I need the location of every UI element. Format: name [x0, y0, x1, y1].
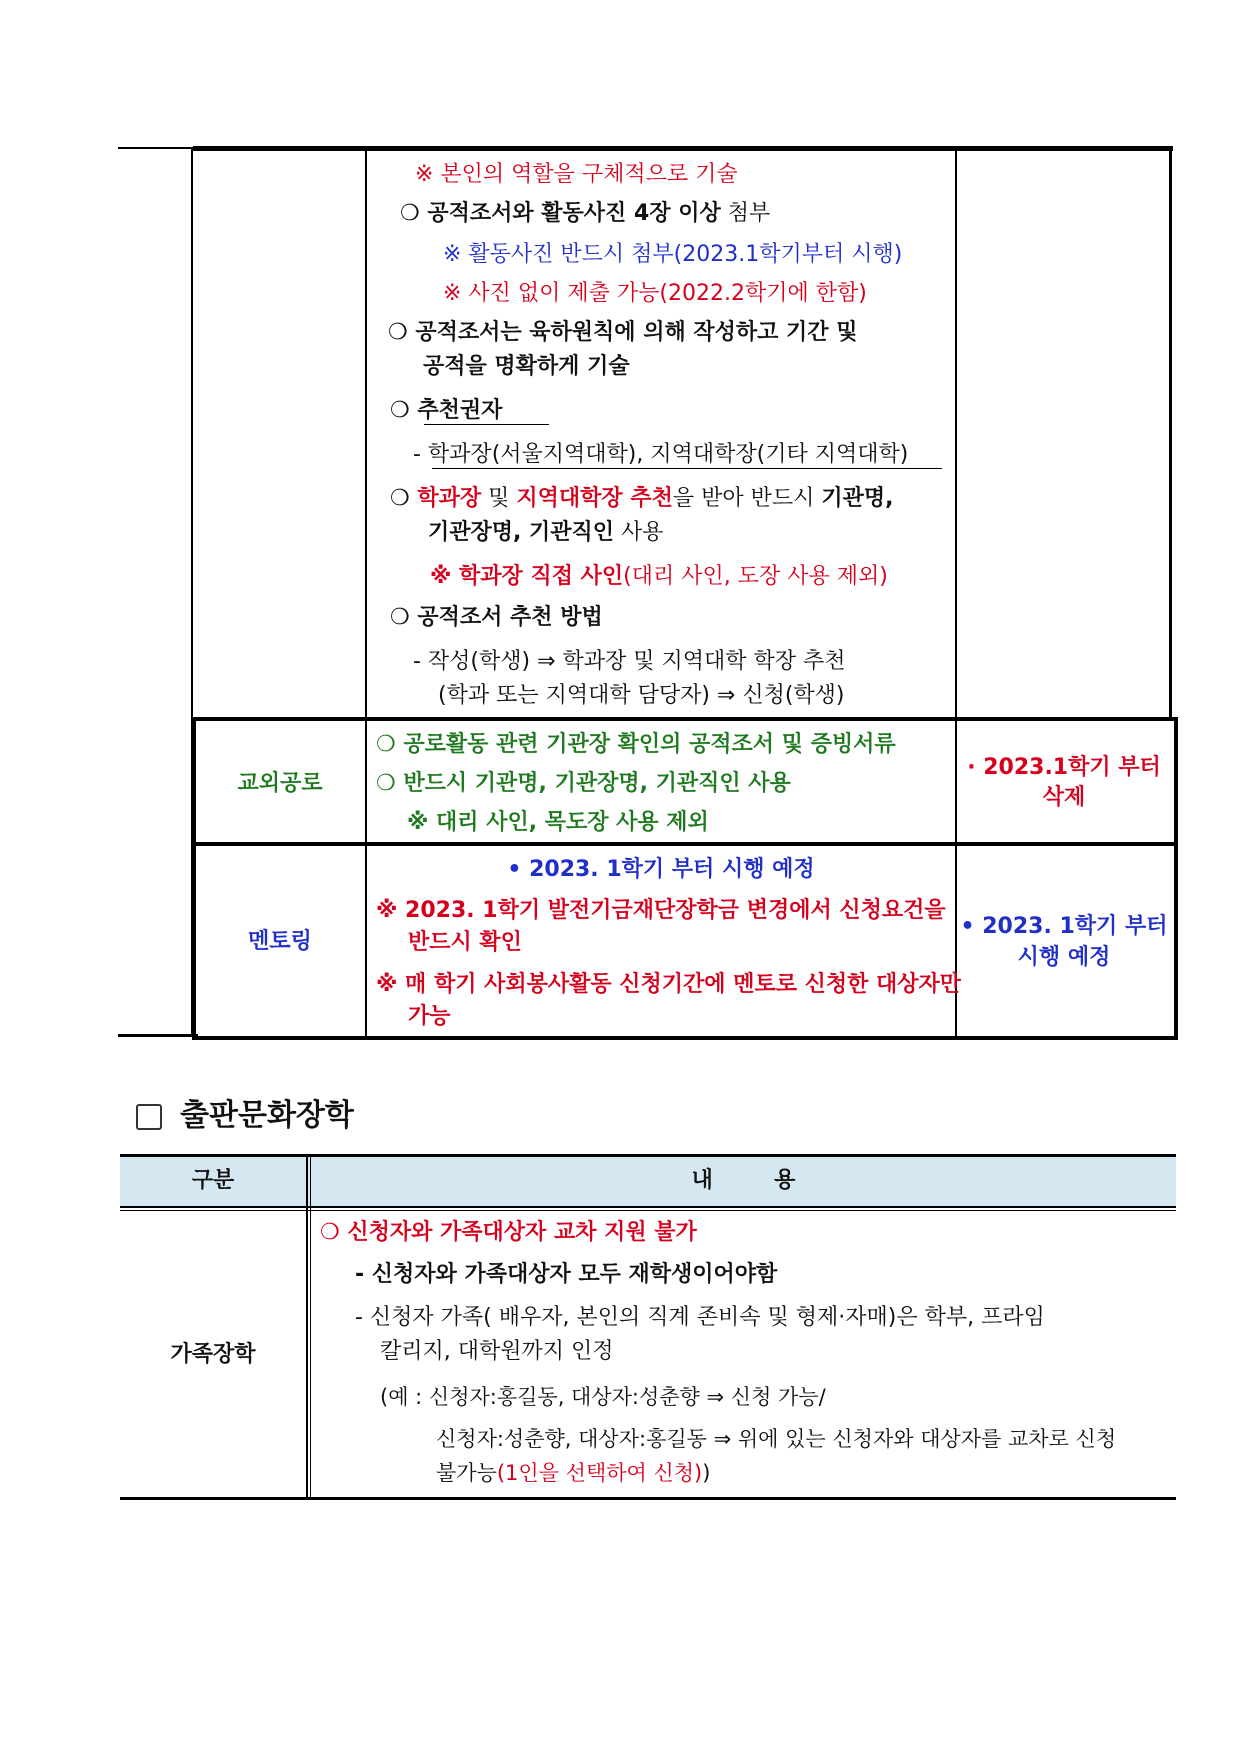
table2-bottom-border [120, 1497, 1176, 1500]
text-no-photo-note: ※ 사진 없이 제출 가능(2022.2학기에 한함) [443, 281, 867, 306]
text-family-5: (예 : 신청자:홍길동, 대상자:성춘향 ⇒ 신청 가능/ [380, 1385, 826, 1409]
text-family-4: 칼리지, 대학원까지 인정 [380, 1339, 614, 1364]
table1-row-divider [192, 842, 1178, 846]
table2-col-divider-2 [310, 1156, 311, 1499]
text-recommend-method-heading: ❍ 공적조서 추천 방법 [390, 605, 603, 630]
note-mentoring-1: • 2023. 1학기 부터 [960, 914, 1168, 939]
text-recommender-heading: ❍ 추천권자 [390, 398, 503, 423]
category-family: 가족장학 [170, 1342, 256, 1367]
table1-right-border [1169, 149, 1172, 719]
text-recommender-detail: - 학과장(서울지역대학), 지역대학장(기타 지역대학) [413, 442, 909, 467]
recommender-detail-underline [432, 468, 942, 469]
category-gyooe: 교외공로 [237, 771, 323, 796]
text-writing-principle: ❍ 공적조서는 육하원칙에 의해 작성하고 기간 및 [388, 320, 858, 345]
text-mentoring-5: 가능 [408, 1004, 451, 1029]
text-direct-sign-note: ※ 학과장 직접 사인(대리 사인, 도장 사용 제외) [430, 564, 888, 589]
text-recommend-method-1: - 작성(학생) ⇒ 학과장 및 지역대학 학장 추천 [413, 649, 846, 674]
table1-outer-top-left [118, 147, 194, 149]
text-photo-required-note: ※ 활동사진 반드시 첨부(2023.1학기부터 시행) [443, 242, 903, 267]
text-mentoring-1: • 2023. 1학기 부터 시행 예정 [507, 857, 815, 882]
text-gyooe-2: ❍ 반드시 기관명, 기관장명, 기관직인 사용 [376, 771, 791, 796]
note-gyooe-1: · 2023.1학기 부터 [967, 755, 1161, 780]
text-writing-principle-2: 공적을 명확하게 기술 [423, 354, 630, 379]
text-recommend-requirement-2: 기관장명, 기관직인 사용 [428, 520, 664, 545]
table1-top-border [193, 146, 1173, 151]
text-family-2: - 신청자와 가족대상자 모두 재학생이어야함 [355, 1262, 778, 1287]
note-mentoring-2: 시행 예정 [1017, 945, 1111, 970]
text-recommend-requirement: ❍ 학과장 및 지역대학장 추천을 받아 반드시 기관명, [390, 486, 894, 511]
recommender-underline [424, 424, 549, 425]
text-family-1: ❍ 신청자와 가족대상자 교차 지원 불가 [320, 1220, 697, 1245]
text-gyooe-3: ※ 대리 사인, 목도장 사용 제외 [407, 810, 709, 835]
header-content: 내 용 [691, 1168, 796, 1193]
text-mentoring-3: 반드시 확인 [408, 930, 522, 955]
section-title: 출판문화장학 [180, 1098, 354, 1133]
category-mentoring: 멘토링 [248, 929, 312, 954]
table2-top-border [120, 1154, 1176, 1157]
header-category: 구분 [191, 1168, 235, 1193]
text-recommend-method-2: (학과 또는 지역대학 담당자) ⇒ 신청(학생) [438, 683, 845, 708]
table2-col-divider [306, 1156, 308, 1499]
table2-header-bottom-2 [120, 1210, 1176, 1211]
text-family-7: 불가능(1인을 선택하여 신청)) [436, 1461, 711, 1485]
text-mentoring-2: ※ 2023. 1학기 발전기금재단장학금 변경에서 신청요건을 [376, 898, 946, 923]
table2-header-bottom [120, 1206, 1176, 1208]
table1-bottom-left-line [118, 1034, 198, 1037]
text-gyooe-1: ❍ 공로활동 관련 기관장 확인의 공적조서 및 증빙서류 [376, 732, 896, 757]
text-mentoring-4: ※ 매 학기 사회봉사활동 신청기간에 멘토로 신청한 대상자만 [376, 972, 962, 997]
text-role-note: ※ 본인의 역할을 구체적으로 기술 [415, 162, 738, 187]
note-gyooe-2: 삭제 [1042, 785, 1086, 810]
text-attach-photos: ❍ 공적조서와 활동사진 4장 이상 첨부 [400, 201, 771, 226]
checkbox-icon [136, 1104, 162, 1130]
text-family-3: - 신청자 가족( 배우자, 본인의 직계 존비속 및 형제·자매)은 학부, 프라임 [355, 1305, 1045, 1330]
text-family-6: 신청자:성춘향, 대상자:홍길동 ⇒ 위에 있는 신청자와 대상자를 교차로 신청 [436, 1427, 1117, 1451]
